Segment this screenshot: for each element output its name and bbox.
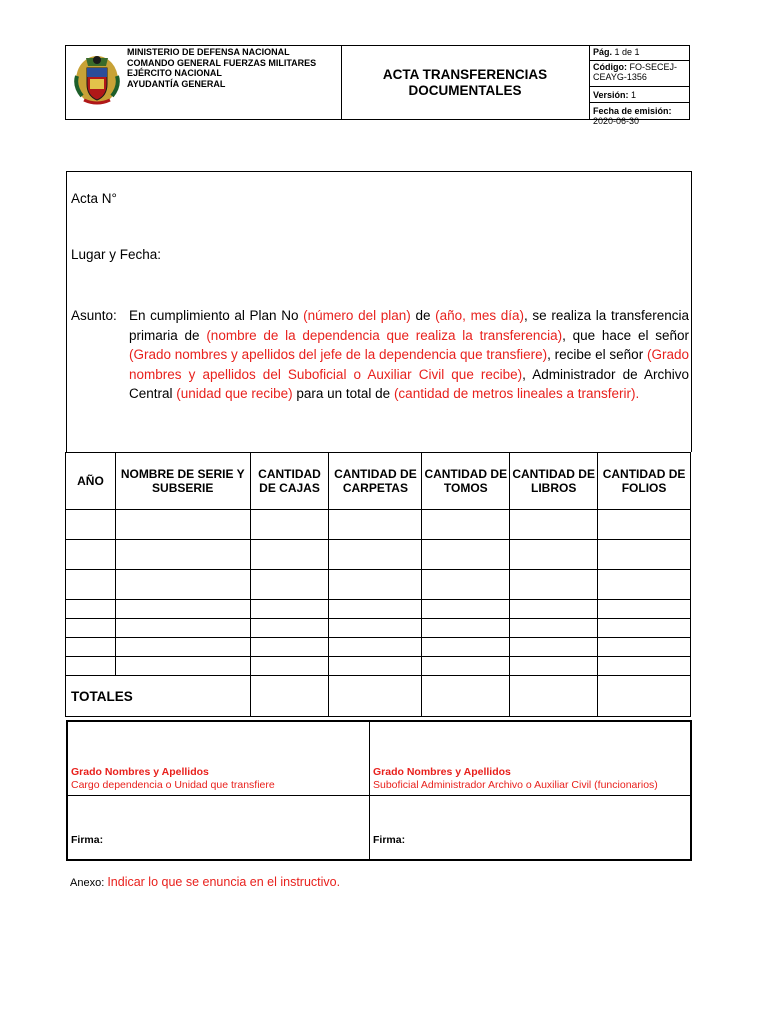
annex-label: Anexo: xyxy=(70,877,105,889)
col-header-carpetas: CANTIDAD DE CARPETAS xyxy=(329,453,422,510)
issue-date-value: 2020-06-30 xyxy=(593,116,640,126)
table-cell[interactable] xyxy=(422,570,510,600)
table-cell[interactable] xyxy=(329,570,422,600)
header-org-cell xyxy=(66,46,342,119)
table-cell[interactable] xyxy=(598,619,691,638)
table-row xyxy=(66,600,691,619)
sender-signature-info xyxy=(71,766,275,792)
total-carpetas-cell[interactable] xyxy=(329,676,422,717)
table-cell[interactable] xyxy=(250,657,329,676)
table-cell[interactable] xyxy=(250,619,329,638)
acta-box xyxy=(66,171,692,452)
placeholder-text: (Grado nombres y apellidos del jefe de la dependencia que transfiere) xyxy=(129,347,548,362)
table-row xyxy=(66,638,691,657)
table-cell[interactable] xyxy=(250,510,329,540)
asunto-segment: En cumplimiento al Plan No xyxy=(129,308,304,323)
acta-number-label: Acta N° xyxy=(71,191,117,206)
document-meta xyxy=(590,46,690,126)
col-header-cajas: CANTIDAD DE CAJAS xyxy=(250,453,329,510)
coat-of-arms-logo xyxy=(74,50,120,108)
document-version xyxy=(590,87,690,103)
table-row xyxy=(66,619,691,638)
table-cell[interactable] xyxy=(115,540,250,570)
table-cell[interactable] xyxy=(598,570,691,600)
placeholder-text: (unidad que recibe) xyxy=(176,386,293,401)
version-value: 1 xyxy=(631,90,637,100)
table-cell[interactable] xyxy=(66,540,116,570)
table-cell[interactable] xyxy=(329,638,422,657)
total-cajas-cell[interactable] xyxy=(250,676,329,717)
table-cell[interactable] xyxy=(329,657,422,676)
org-line: AYUDANTÍA GENERAL xyxy=(127,78,226,89)
transfer-table xyxy=(65,452,691,717)
table-row xyxy=(66,540,691,570)
placeholder-text: (año, mes día) xyxy=(435,308,525,323)
page-label: Pág. xyxy=(593,47,613,57)
document-header xyxy=(65,45,690,126)
table-row xyxy=(66,570,691,600)
table-cell[interactable] xyxy=(115,510,250,540)
asunto-segment: , que hace el señor xyxy=(562,327,689,343)
asunto-label: Asunto: xyxy=(71,308,117,323)
title-line-2: DOCUMENTALES xyxy=(408,82,522,98)
asunto-segment: de xyxy=(410,308,436,323)
table-cell[interactable] xyxy=(598,510,691,540)
issue-date-label: Fecha de emisión: xyxy=(593,106,672,116)
total-libros-cell[interactable] xyxy=(510,676,598,717)
org-line: MINISTERIO DE DEFENSA NACIONAL xyxy=(127,47,290,57)
col-header-serie: NOMBRE DE SERIE Y SUBSERIE xyxy=(115,453,250,510)
col-header-tomos: CANTIDAD DE TOMOS xyxy=(422,453,510,510)
table-cell[interactable] xyxy=(422,638,510,657)
receiver-signature-info xyxy=(373,766,658,792)
placeholder-text: (Grado nombres y apellidos del Suboficial o Auxiliar Civil que recibe) xyxy=(129,347,689,382)
annex-text: Indicar lo que se enuncia en el instructivo. xyxy=(107,875,341,889)
table-cell[interactable] xyxy=(115,570,250,600)
table-cell[interactable] xyxy=(329,510,422,540)
org-line: EJÉRCITO NACIONAL xyxy=(127,68,222,78)
table-cell[interactable] xyxy=(422,600,510,619)
asunto-segment: , se realiza la transferencia primaria de xyxy=(129,308,689,343)
table-cell[interactable] xyxy=(422,657,510,676)
table-cell[interactable] xyxy=(66,600,116,619)
table-row xyxy=(66,510,691,540)
table-row xyxy=(66,657,691,676)
code-label: Código: xyxy=(593,62,627,72)
receiver-signature-field[interactable]: Firma: xyxy=(373,834,406,846)
org-names xyxy=(127,47,316,89)
table-cell[interactable] xyxy=(510,600,598,619)
table-cell[interactable] xyxy=(598,600,691,619)
col-header-ano: AÑO xyxy=(66,453,116,510)
table-cell[interactable] xyxy=(598,540,691,570)
receiver-name: Grado Nombres y Apellidos xyxy=(373,766,511,778)
table-cell[interactable] xyxy=(115,657,250,676)
page-value: 1 de 1 xyxy=(614,47,640,57)
table-cell[interactable] xyxy=(66,570,116,600)
table-header-row xyxy=(66,453,691,510)
org-line: COMANDO GENERAL FUERZAS MILITARES xyxy=(127,57,317,68)
table-cell[interactable] xyxy=(115,619,250,638)
table-cell[interactable] xyxy=(598,638,691,657)
placeholder-text: (número del plan) xyxy=(303,308,411,323)
table-cell[interactable] xyxy=(510,657,598,676)
sender-name: Grado Nombres y Apellidos xyxy=(71,766,209,778)
table-cell[interactable] xyxy=(250,540,329,570)
asunto-text xyxy=(129,306,689,404)
table-cell[interactable] xyxy=(66,619,116,638)
place-date-label: Lugar y Fecha: xyxy=(71,247,162,262)
receiver-role: Suboficial Administrador Archivo o Auxiliar Civil (funcionarios) xyxy=(373,779,658,791)
annex-note xyxy=(70,875,340,889)
col-header-folios: CANTIDAD DE FOLIOS xyxy=(598,453,691,510)
asunto-segment: , Administrador de Archivo Central xyxy=(129,366,689,401)
document-code xyxy=(590,61,690,87)
asunto-segment: , recibe el señor xyxy=(547,347,647,362)
table-cell[interactable] xyxy=(250,638,329,657)
signature-divider-vertical xyxy=(369,722,370,859)
placeholder-text: (cantidad de metros lineales a transferir). xyxy=(393,386,640,401)
signature-block xyxy=(66,720,692,861)
total-tomos-cell[interactable] xyxy=(422,676,510,717)
issue-date xyxy=(590,103,690,126)
table-cell[interactable] xyxy=(329,600,422,619)
signature-divider-horizontal xyxy=(68,795,690,796)
table-cell[interactable] xyxy=(510,510,598,540)
sender-role: Cargo dependencia o Unidad que transfiere xyxy=(71,779,275,791)
table-cell[interactable] xyxy=(329,540,422,570)
table-cell[interactable] xyxy=(329,619,422,638)
table-cell[interactable] xyxy=(66,510,116,540)
page-number xyxy=(590,46,690,61)
totals-label: TOTALES xyxy=(66,676,251,717)
totals-row xyxy=(66,676,691,717)
table-cell[interactable] xyxy=(115,638,250,657)
code-value: FO-SECEJ-CEAYG-1356 xyxy=(593,62,678,82)
asunto-segment: para un total de xyxy=(292,386,394,401)
table-cell[interactable] xyxy=(510,638,598,657)
table-cell[interactable] xyxy=(115,600,250,619)
table-cell[interactable] xyxy=(422,619,510,638)
table-cell[interactable] xyxy=(66,638,116,657)
table-cell[interactable] xyxy=(250,600,329,619)
sender-signature-field[interactable]: Firma: xyxy=(71,834,104,846)
document-title xyxy=(341,46,590,119)
total-folios-cell[interactable] xyxy=(598,676,691,717)
table-cell[interactable] xyxy=(422,540,510,570)
table-cell[interactable] xyxy=(598,657,691,676)
title-line-1: ACTA TRANSFERENCIAS xyxy=(382,66,548,82)
table-cell[interactable] xyxy=(510,540,598,570)
version-label: Versión: xyxy=(593,90,629,100)
table-cell[interactable] xyxy=(250,570,329,600)
col-header-libros: CANTIDAD DE LIBROS xyxy=(510,453,598,510)
table-cell[interactable] xyxy=(510,619,598,638)
table-cell[interactable] xyxy=(422,510,510,540)
placeholder-text: (nombre de la dependencia que realiza la transferencia) xyxy=(206,327,563,343)
table-cell[interactable] xyxy=(510,570,598,600)
table-cell[interactable] xyxy=(66,657,116,676)
